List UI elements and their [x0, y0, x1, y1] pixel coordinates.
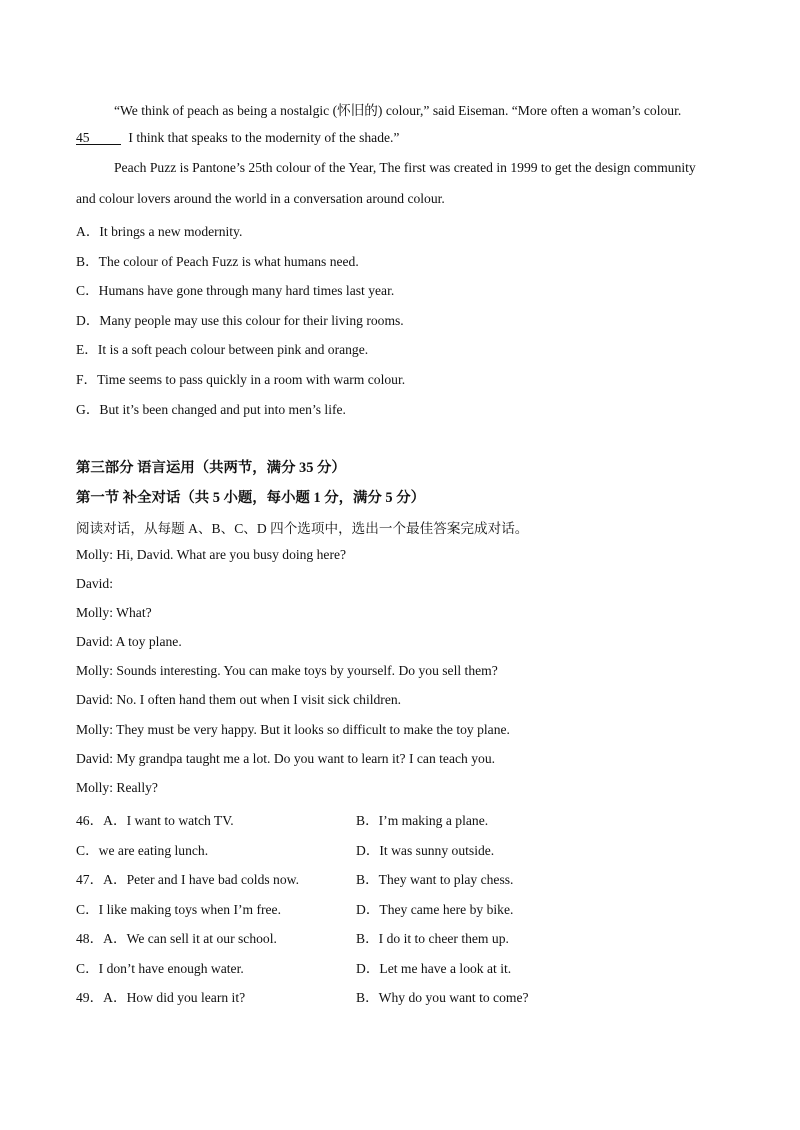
- dialogue-line: Molly: Sounds interesting. You can make toys by yourself. Do you sell them?: [76, 663, 498, 678]
- option-item: F．Time seems to pass quickly in a room with warm colour.: [76, 372, 406, 387]
- dialogue-line: David: A toy plane.: [76, 634, 182, 649]
- passage-line: [76, 130, 399, 146]
- passage-line: Peach Puzz is Pantone’s 25th colour of the Year, The first was created in 1999 to get the design community: [114, 160, 696, 175]
- question-option: B．Why do you want to come?: [356, 990, 529, 1005]
- question-option: 46．A．I want to watch TV.: [76, 813, 234, 828]
- question-option: D．They came here by bike.: [356, 902, 514, 917]
- question-option: C．I like making toys when I’m free.: [76, 902, 281, 917]
- question-option: B．They want to play chess.: [356, 872, 514, 887]
- dialogue-line: Molly: Hi, David. What are you busy doing here?: [76, 547, 347, 562]
- passage-line: and colour lovers around the world in a conversation around colour.: [76, 191, 445, 206]
- dialogue-line: David: My grandpa taught me a lot. Do you want to learn it? I can teach you.: [76, 751, 496, 766]
- passage-line: “We think of peach as being a nostalgic (怀旧的) colour,” said Eiseman. “More often a woman’s colour.: [114, 103, 682, 118]
- part-title: 第三部分 语言运用（共两节，满分 35 分）: [76, 460, 346, 476]
- dialogue-line: Molly: Really?: [76, 780, 158, 795]
- option-item: B．The colour of Peach Fuzz is what humans need.: [76, 254, 359, 269]
- question-option: 47．A．Peter and I have bad colds now.: [76, 872, 299, 887]
- answer-blank: 45: [76, 131, 121, 145]
- instruction-text: 阅读对话，从每题 A、B、C、D 四个选项中，选出一个最佳答案完成对话。: [76, 521, 529, 536]
- subsection-title: 第一节 补全对话（共 5 小题，每小题 1 分，满分 5 分）: [76, 490, 425, 506]
- option-item: C．Humans have gone through many hard times last year.: [76, 283, 395, 298]
- question-option: 49．A．How did you learn it?: [76, 990, 246, 1005]
- option-item: D．Many people may use this colour for their living rooms.: [76, 313, 404, 328]
- option-item: E．It is a soft peach colour between pink and orange.: [76, 342, 369, 357]
- question-option: C．I don’t have enough water.: [76, 961, 244, 976]
- dialogue-line: David: No. I often hand them out when I visit sick children.: [76, 692, 402, 707]
- dialogue-line: David:: [76, 576, 113, 591]
- question-option: 48．A．We can sell it at our school.: [76, 931, 277, 946]
- option-item: A．It brings a new modernity.: [76, 224, 243, 239]
- dialogue-line: Molly: They must be very happy. But it looks so difficult to make the toy plane.: [76, 722, 510, 737]
- question-option: C．we are eating lunch.: [76, 843, 209, 858]
- question-option: D．Let me have a look at it.: [356, 961, 512, 976]
- question-option: B．I’m making a plane.: [356, 813, 489, 828]
- passage-text: I think that speaks to the modernity of the shade.”: [125, 130, 400, 145]
- question-option: D．It was sunny outside.: [356, 843, 495, 858]
- option-item: G．But it’s been changed and put into men’s life.: [76, 402, 346, 417]
- dialogue-line: Molly: What?: [76, 605, 152, 620]
- question-option: B．I do it to cheer them up.: [356, 931, 509, 946]
